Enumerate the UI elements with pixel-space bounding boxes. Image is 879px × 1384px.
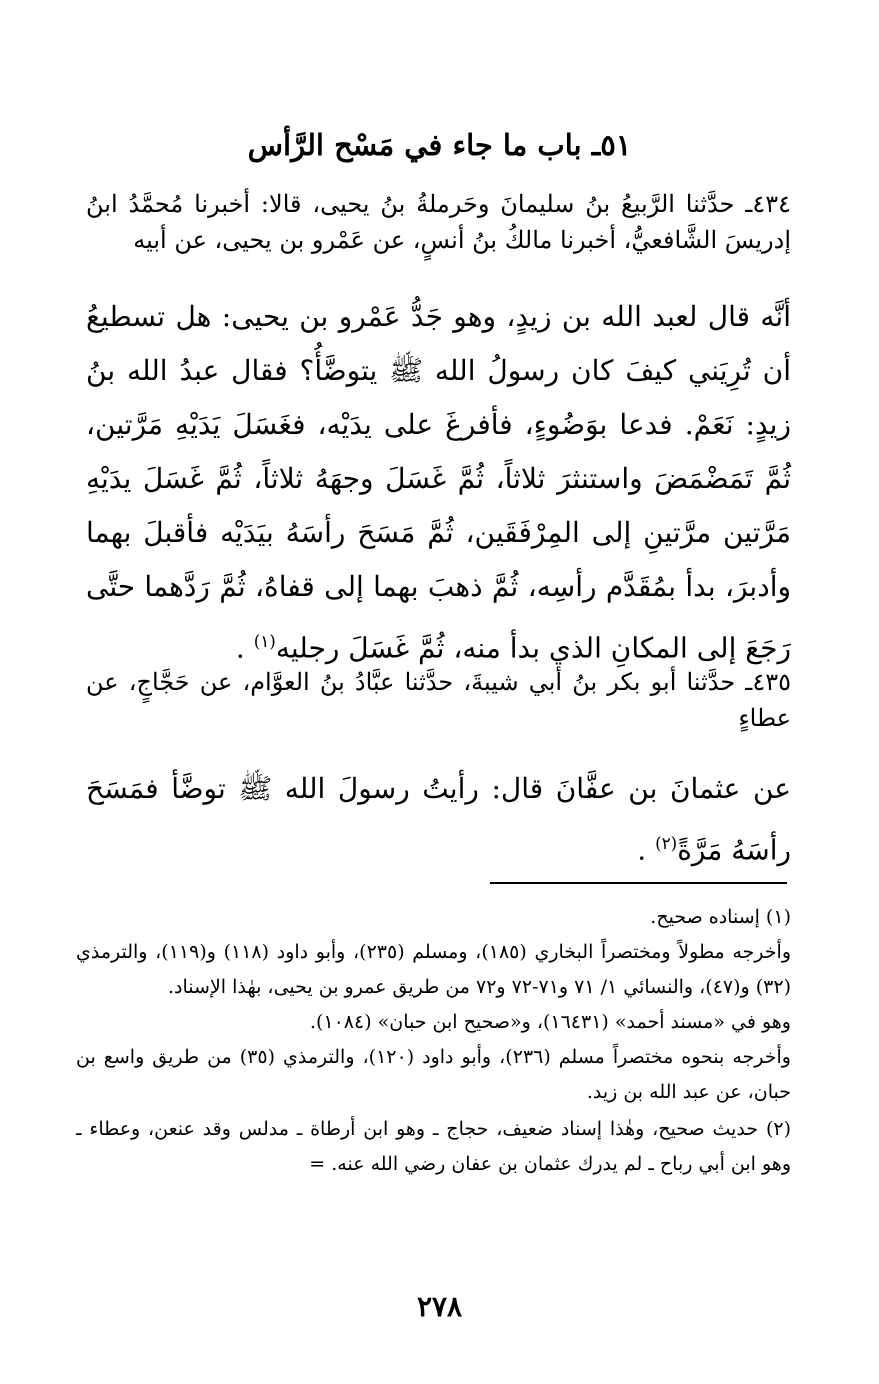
footnote-ref-2[interactable]: (٢) — [655, 833, 678, 853]
hadith-434-matn-text: أنَّه قال لعبد الله بن زيدٍ، وهو جَدُّ عَمْرو بن يحيى: هل تسطيعُ أن تُرِيَني كيفَ كان رسولُ الله ﷺ يتوضَّأُ؟ فقال عبدُ الله بنُ زيدٍ: نَعَمْ. فدعا بوَضُوءٍ، فأفرغَ على يدَيْه، فغَسَلَ يَدَيْهِ مَرَّتين، ثُمَّ تَمَضْمَضَ واستنثرَ ثلاثاً، ثُمَّ غَسَلَ وجهَهُ ثلاثاً، ثُمَّ غَسَلَ يدَيْهِ مَرَّتين مرَّتينِ إلى المِرْفَقَين، ثُمَّ مَسَحَ رأسَهُ بيَدَيْه فأقبلَ بهما وأدبرَ، بدأ بمُقَدَّم رأسِه، ثُمَّ ذهبَ بهما إلى قفاهُ، ثُمَّ رَدَّهما حتَّى رَجَعَ إلى المكانِ الذي بدأ منه، ثُمَّ غَسَلَ رجليه — [86, 300, 791, 665]
footnote-1-muslim: وأخرجه بنحوه مختصراً مسلم (٢٣٦)، وأبو داود (١٢٠)، والترمذي (٣٥) من طريق واسع بن حبان، عن عبد الله بن زيد. — [76, 1046, 791, 1103]
footnote-1: (١) إسناده صحيح. — [650, 906, 791, 928]
hadith-435-matn: عن عثمانَ بن عفَّانَ قال: رأيتُ رسولَ الله ﷺ توضَّأ فمَسَحَ رأسَهُ مَرَّةً$^{(٢)}$ . — [86, 772, 791, 867]
chapter-title: ٥١ـ باب ما جاء في مَسْح الرَّأس — [247, 128, 632, 162]
footnote-2: (٢) حديث صحيح، وهٰذا إسناد ضعيف، حجاج ـ وهو ابن أرطاة ـ مدلس وقد عنعن، وعطاء ـ وهو ابن أبي رباح ـ لم يدرك عثمان بن عفان رضي الله عنه. = — [76, 1118, 791, 1175]
hadith-435-matn-text: عن عثمانَ بن عفَّانَ قال: رأيتُ رسولَ الله ﷺ توضَّأ فمَسَحَ رأسَهُ مَرَّةً — [86, 772, 791, 867]
hadith-434-isnad: ٤٣٤ـ حدَّثنا الرَّبيعُ بنُ سليمانَ وحَرملةُ بنُ يحيى، قالا: أخبرنا مُحمَّدُ ابنُ إدريسَ الشَّافعيُّ، أخبرنا مالكُ بنُ أنسٍ، عن عَمْرو بن يحيى، عن أبيه — [86, 190, 791, 254]
footnote-divider — [490, 882, 787, 884]
hadith-435-isnad: ٤٣٥ـ حدَّثنا أبو بكر بنُ أبي شيبةَ، حدَّثنا عبَّادُ بنُ العوَّام، عن حَجَّاجٍ، عن عطاءٍ — [86, 668, 791, 732]
footnote-1-takhrij: وأخرجه مطولاً ومختصراً البخاري (١٨٥)، ومسلم (٢٣٥)، وأبو داود (١١٨) و(١١٩)، والترمذي (٣٢) و(٤٧)، والنسائي ١/ ٧١ و٧١-٧٢ و٧٢ من طريق عمرو بن يحيى، بهٰذا الإسناد. — [76, 941, 791, 998]
footnote-1-sources: وهو في «مسند أحمد» (١٦٤٣١)، و«صحيح ابن حبان» (١٠٨٤). — [309, 1011, 791, 1033]
footnote-ref-1[interactable]: (١) — [253, 631, 276, 651]
page-number: ٢٧٨ — [416, 1290, 463, 1323]
hadith-434-matn: أنَّه قال لعبد الله بن زيدٍ، وهو جَدُّ عَمْرو بن يحيى: هل تسطيعُ أن تُرِيَني كيفَ كان رسولُ الله ﷺ يتوضَّأُ؟ فقال عبدُ الله بنُ زيدٍ: نَعَمْ. فدعا بوَضُوءٍ، فأفرغَ على يدَيْه، فغَسَلَ يَدَيْهِ مَرَّتين، ثُمَّ تَمَضْمَضَ واستنثرَ ثلاثاً، ثُمَّ غَسَلَ وجهَهُ ثلاثاً، ثُمَّ غَسَلَ يدَيْهِ مَرَّتين مرَّتينِ إلى المِرْفَقَين، ثُمَّ مَسَحَ رأسَهُ بيَدَيْه فأقبلَ بهما وأدبرَ، بدأ بمُقَدَّم رأسِه، ثُمَّ ذهبَ بهما إلى قفاهُ، ثُمَّ رَدَّهما حتَّى رَجَعَ إلى المكانِ الذي بدأ منه، ثُمَّ غَسَلَ رجليه$^{(١)}$ . — [86, 300, 791, 665]
footnotes — [76, 900, 791, 1182]
